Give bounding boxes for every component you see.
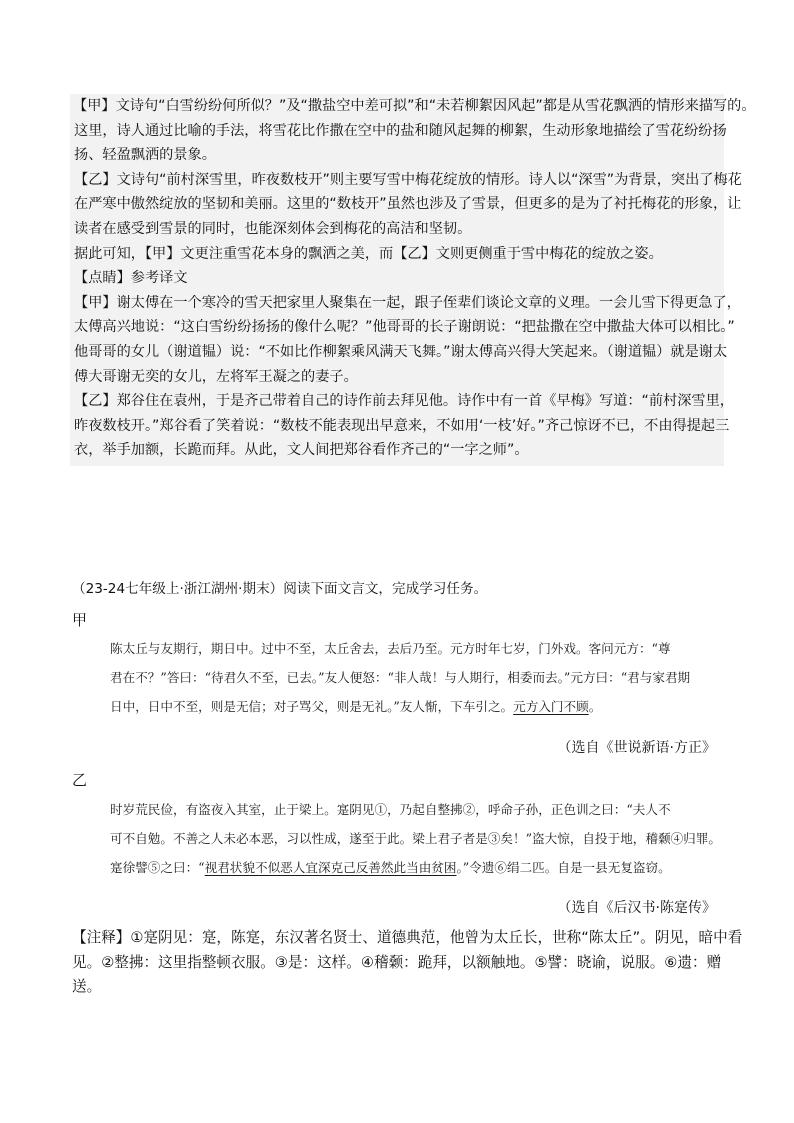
translation-line: 他哥哥的女儿（谢道韫）说：“不如比作柳絮乘风满天飞舞。”谢太傅高兴得大笑起来。（谢道韫）就是谢太	[74, 343, 728, 360]
answer-line: 读者在感受到雪景的同时，也能深刻体会到梅花的高洁和坚韧。	[74, 220, 472, 237]
dianjing-heading: 【点睛】参考译文	[74, 270, 188, 287]
annotation-line: 见。②整拂：这里指整顿衣服。③是：这样。④稽颡：跪拜，以额触地。⑤譬：晓谕，说服。⑥遗：赠	[72, 953, 722, 971]
passage-text: 日中，日中不至，则是无信；对子骂父，则是无礼。”友人惭，下车引之。	[110, 699, 514, 714]
translation-line: 傅大哥谢无奕的女儿，左将军王凝之的妻子。	[74, 368, 358, 385]
answer-line: 【甲】文诗句“白雪纷纷何所似？”及“撒盐空中差可拟”和“未若柳絮因风起”都是从雪花飘洒的情形来描写的。	[73, 98, 756, 114]
passage-line	[110, 853, 721, 882]
answer-line: 【乙】文诗句“前村深雪里，昨夜数枝开”则主要写雪中梅花绽放的情形。诗人以“深雪”为背景，突出了梅花	[74, 171, 742, 188]
underlined-sentence: 元方入门不顾	[513, 699, 589, 714]
annotation-line: 送。	[72, 978, 102, 995]
passage-label-jia: 甲	[72, 611, 88, 629]
annotations	[72, 926, 743, 1000]
source-jia: （选自《世说新语·方正》	[557, 740, 716, 756]
answer-line: 扬、轻盈飘洒的景象。	[74, 147, 216, 164]
passage-label-yi: 乙	[72, 771, 88, 789]
passage-line: 可不自勉。不善之人未必本恶，习以性成，遂至于此。梁上君子者是③矣！”盗大惊，自投于地，稽颡④归罪。	[110, 831, 721, 846]
annotation-line: 【注释】①寔阴见：寔，陈寔，东汉著名贤士、道德典范，他曾为太丘长，世称“陈太丘”。阴见，暗中看	[72, 929, 743, 946]
answer-conclusion: 据此可知，【甲】文更注重雪花本身的飘洒之美，而【乙】文则更侧重于雪中梅花的绽放之姿。	[74, 245, 663, 262]
translation-line: 昨夜数枝开。”郑谷看了笑着说：“数枝不能表现出早意来，不如用‘一枝’好。”齐己惊讶不已，不由得提起三	[74, 417, 730, 434]
translation-line: 【乙】郑谷住在袁州，于是齐己带着自己的诗作前去拜见他。诗作中有一首《早梅》写道：“前村深雪里，	[74, 393, 734, 410]
answer-line: 这里，诗人通过比喻的手法，将雪花比作撒在空中的盐和随风起舞的柳絮，生动形象地描绘了雪花纷纷扬	[74, 122, 727, 139]
passage-line: 陈太丘与友期行，期日中。过中不至，太丘舍去，去后乃至。元方时年七岁，门外戏。客问元方：“尊	[110, 641, 671, 656]
translation-line: 衣，举手加额，长跪而拜。从此，文人间把郑谷看作齐己的“一字之师”。	[74, 442, 529, 459]
translation-line: 太傅高兴地说：“这白雪纷纷扬扬的像什么呢？”他哥哥的长子谢朗说：“把盐撒在空中撒盐大体可以相比。”	[74, 319, 735, 336]
passage-line: 君在不？”答曰：“待君久不至，已去。”友人便怒：“非人哉！与人期行，相委而去。”元方曰：“君与家君期	[110, 670, 691, 685]
answer-line: 在严寒中傲然绽放的坚韧和美丽。这里的“数枝开”虽然也涉及了雪景，但更多的是为了衬托梅花的形象，让	[74, 196, 742, 213]
passage-line: 时岁荒民俭，有盗夜入其室，止于梁上。寔阴见①，乃起自整拂②，呼命子孙，正色训之曰：“夫人不	[110, 802, 671, 817]
underlined-sentence: 视君状貌不似恶人宜深克己反善然此当由贫困	[204, 860, 457, 875]
passage-text: 。”令遗⑥绢二匹。自是一县无复盗窃。	[456, 860, 671, 875]
passage-line	[110, 692, 690, 721]
passage-yi	[110, 795, 721, 882]
source-yi: （选自《后汉书·陈寔传》	[557, 900, 716, 916]
translation-line: 【甲】谢太傅在一个寒冷的雪天把家里人聚集在一起，跟子侄辈们谈论文章的义理。一会儿雪下得更急了，	[74, 294, 741, 311]
answer-analysis-box	[70, 94, 756, 466]
passage-text: 。	[588, 699, 602, 714]
passage-text: 寔徐譬⑤之曰：“	[110, 860, 205, 875]
passage-jia	[110, 634, 690, 721]
question-intro: （23-24七年级上·浙江湖州·期末）阅读下面文言文，完成学习任务。	[72, 581, 488, 597]
